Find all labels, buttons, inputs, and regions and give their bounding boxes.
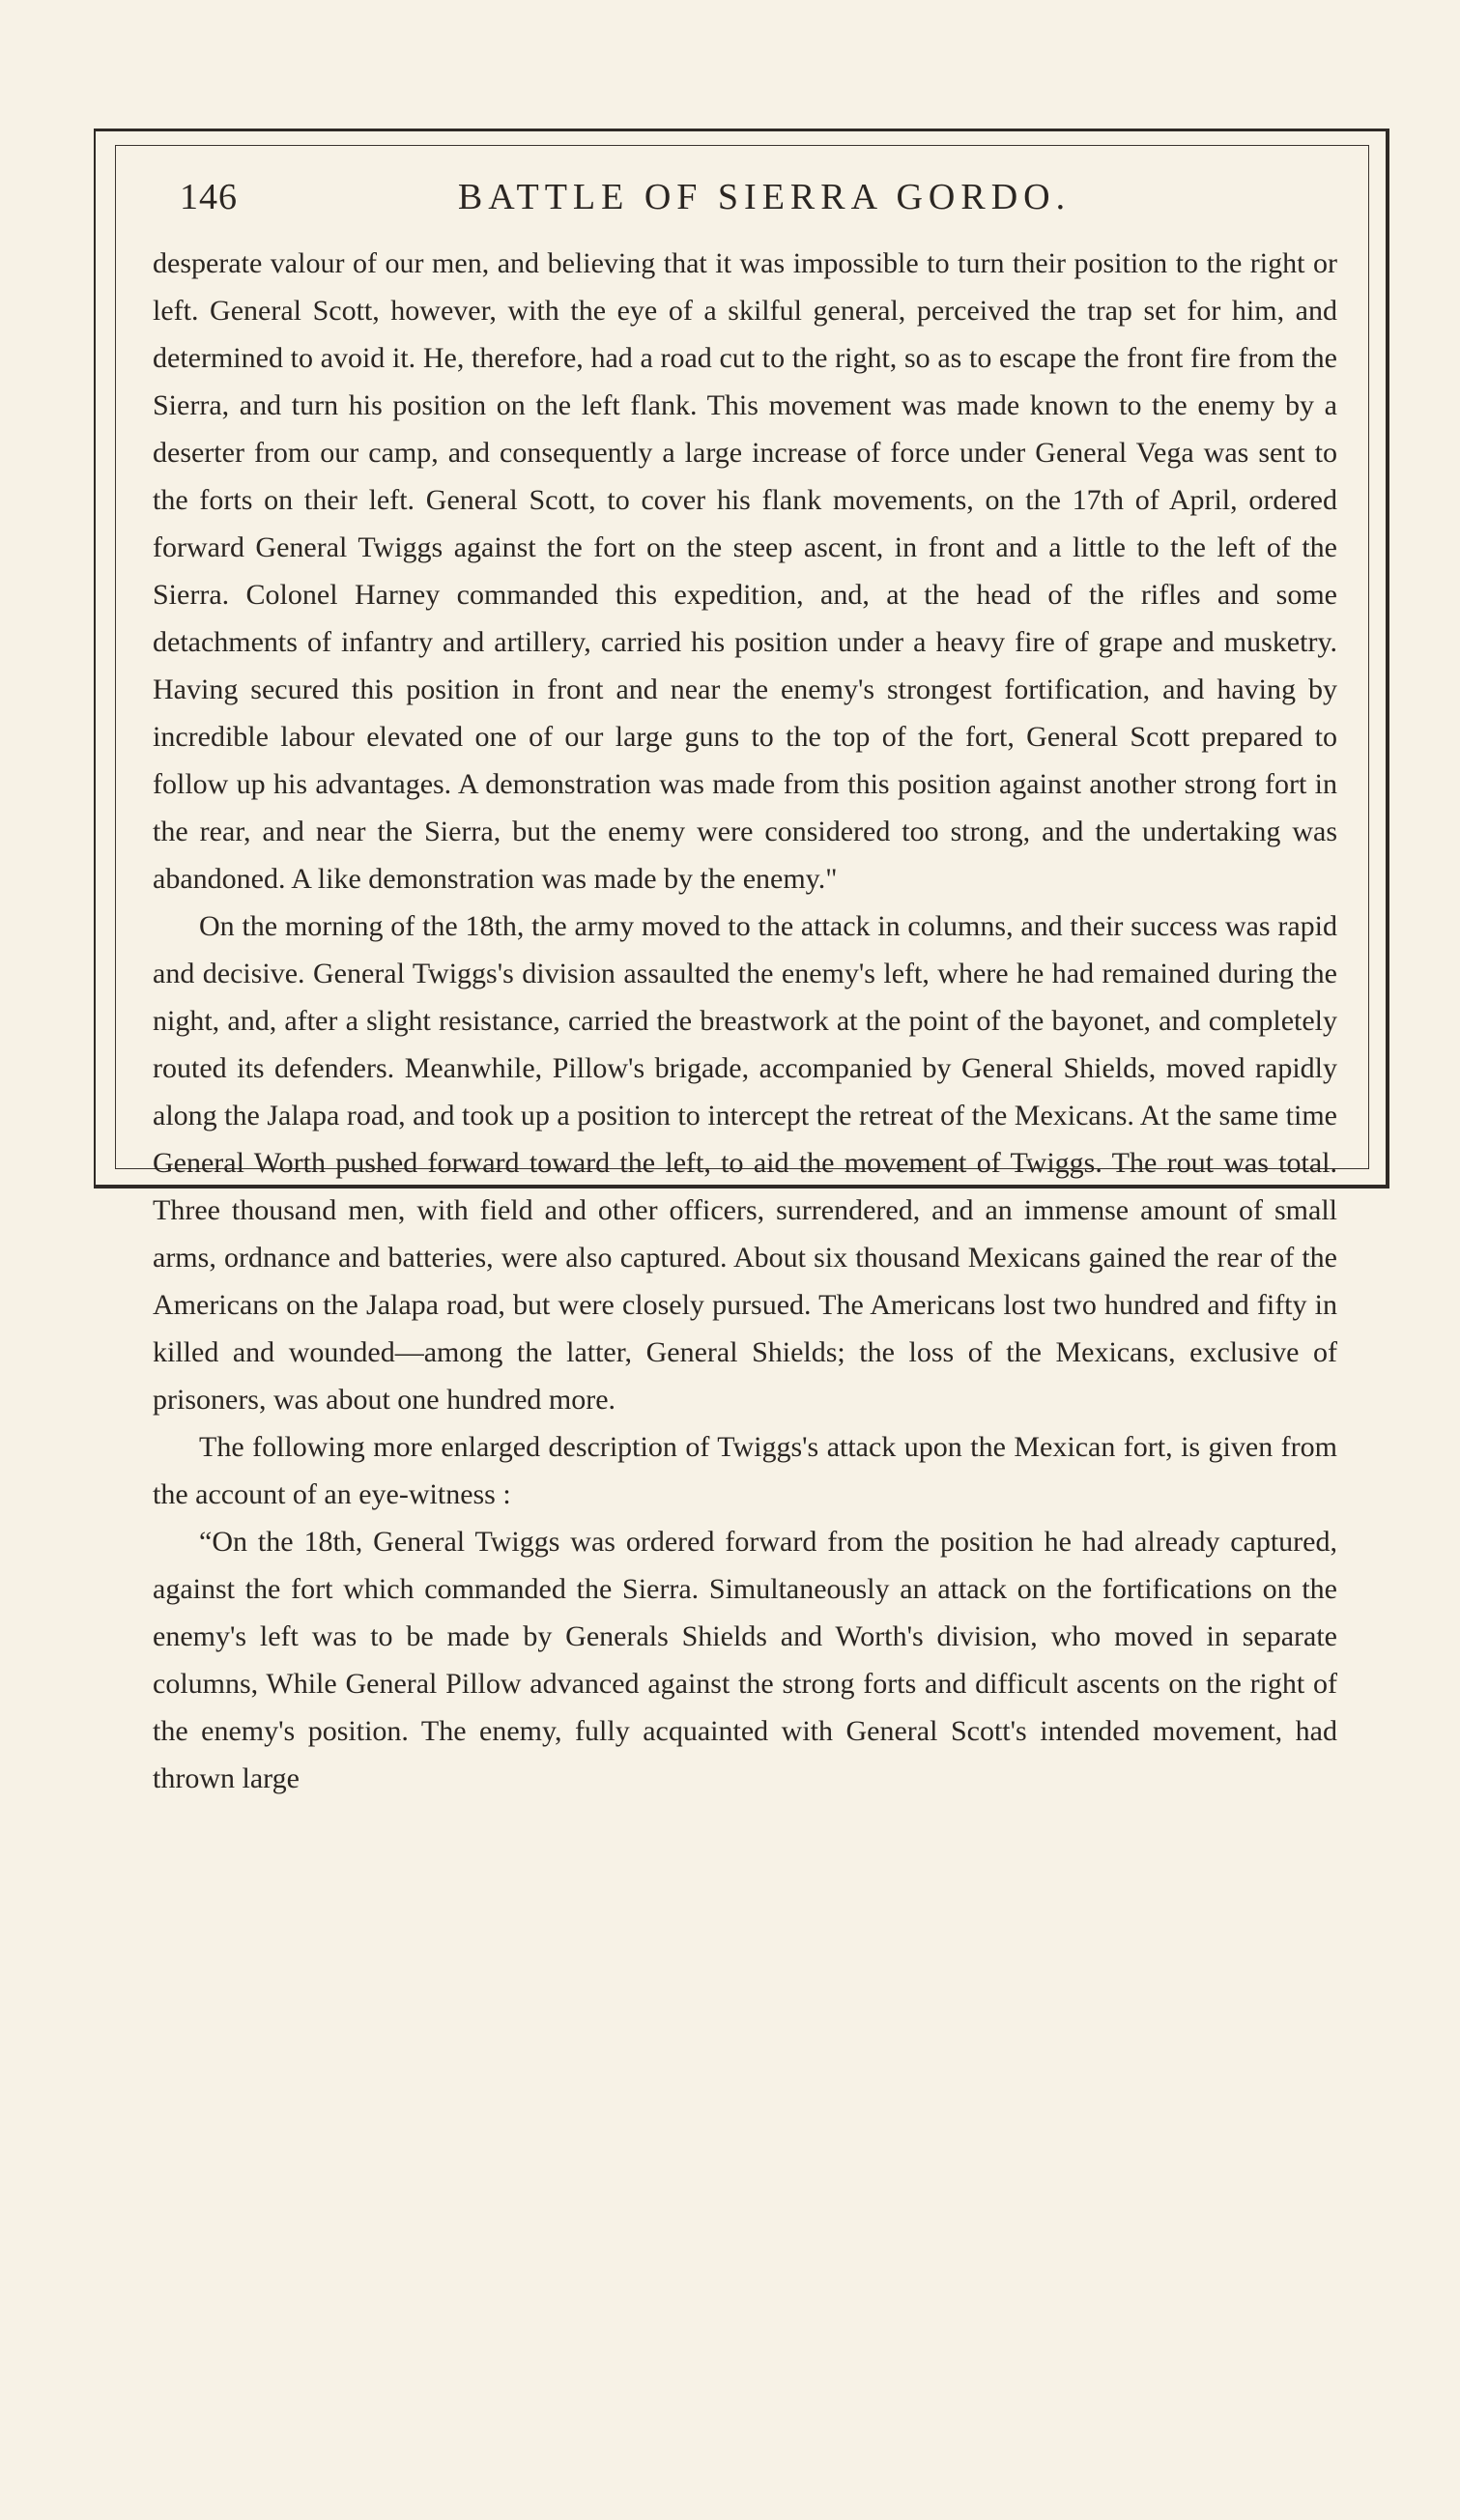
paragraph-continuation: desperate valour of our men, and believing that it was impossible to turn their position to the right or left. General Scott, however, with the eye of a skilful general, perceived the trap set for him, and determined to avoid it. He, therefore, had a road cut to the right, so as to escape the front fire from the Sierra, and turn his position on the left flank. This movement was made known to the enemy by a deserter from our camp, and consequently a large increase of force under General Vega was sent to the forts on their left. General Scott, to cover his flank movements, on the 17th of April, ordered forward General Twiggs against the fort on the steep ascent, in front and a little to the left of the Sierra. Colonel Harney commanded this expedition, and, at the head of the rifles and some detachments of infantry and artillery, carried his position under a heavy fire of grape and musketry. Having secured this position in front and near the enemy's strongest fortification, and having by incredible labour elevated one of our large guns to the top of the fort, General Scott prepared to follow up his advantages. A demonstration was made from this position against another strong fort in the rear, and near the Sierra, but the enemy were considered too strong, and the undertaking was abandoned. A like demonstration was made by the enemy." [153,247,1337,895]
book-page [153,162,1337,1794]
page-header [153,162,1337,220]
page-number: 146 [180,177,238,217]
running-title: BATTLE OF SIERRA GORDO. [457,177,1072,217]
paragraph-morning-18th: On the morning of the 18th, the army moved to the attack in columns, and their success was rapid and decisive. General Twiggs's division assaulted the enemy's left, where he had remained during the night, and, after a slight resistance, carried the breastwork at the point of the bayonet, and completely routed its defenders. Meanwhile, Pillow's brigade, accompanied by General Shields, moved rapidly along the Jalapa road, and took up a position to intercept the retreat of the Mexicans. At the same time General Worth pushed forward toward the left, to aid the movement of Twiggs. The rout was total. Three thousand men, with field and other officers, surrendered, and an immense amount of small arms, ordnance and batteries, were also captured. About six thousand Mexicans gained the rear of the Americans on the Jalapa road, but were closely pursued. The Americans lost two hundred and fifty in killed and wounded—among the latter, General Shields; the loss of the Mexicans, exclusive of prisoners, was about one hundred more. [153,910,1337,1416]
body-text [153,240,1337,1802]
paragraph-eyewitness-quote: “On the 18th, General Twiggs was ordered forward from the position he had already captured, against the fort which commanded the Sierra. Simultaneously an attack on the fortifications on the enemy's left was to be made by Generals Shields and Worth's division, who moved in separate columns, While General Pillow advanced against the strong forts and difficult ascents on the right of the enemy's position. The enemy, fully acquainted with General Scott's intended movement, had thrown large [153,1526,1337,1794]
paragraph-enlarged-description: The following more enlarged description of Twiggs's attack upon the Mexican fort, is given from the account of an eye-witness : [153,1431,1337,1510]
